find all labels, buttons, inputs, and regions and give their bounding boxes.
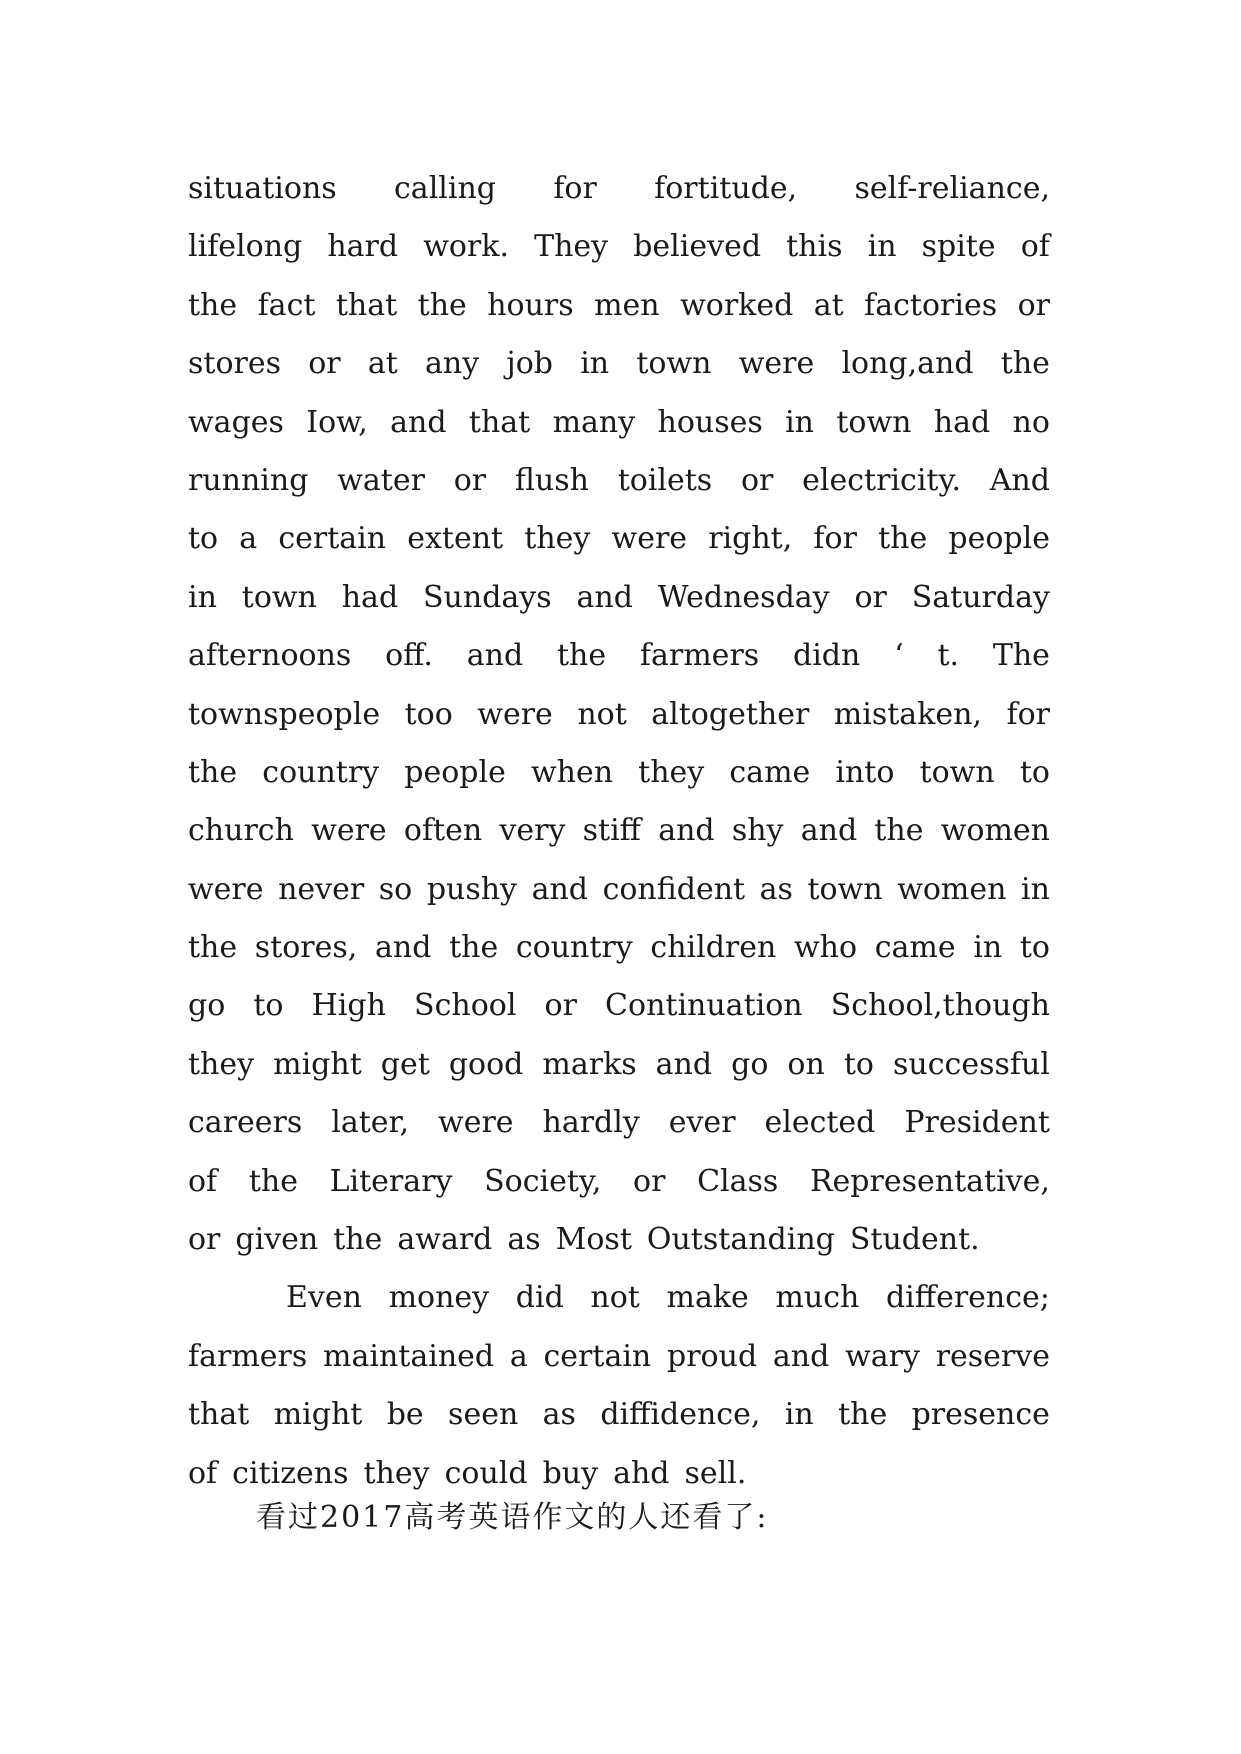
word: right,: [708, 521, 793, 557]
word: calling: [394, 171, 496, 206]
word: at: [367, 346, 398, 382]
word: or: [740, 462, 774, 498]
word: hours: [487, 287, 574, 323]
text-line: [188, 861, 1050, 919]
text-line: [188, 919, 1050, 977]
word: to: [1019, 930, 1050, 966]
word: buy: [542, 1455, 599, 1491]
word: wary: [845, 1338, 920, 1374]
word: a: [509, 1338, 528, 1374]
word: toilets: [617, 462, 713, 498]
word: at: [813, 287, 844, 323]
word: country: [262, 754, 380, 790]
word: men: [594, 287, 660, 323]
word: in: [1021, 871, 1050, 907]
word: or: [1017, 287, 1050, 323]
word: a: [239, 521, 258, 557]
word: job: [506, 346, 553, 382]
word: seen: [448, 1397, 519, 1433]
word: diffidence,: [600, 1397, 761, 1433]
text-line: [188, 744, 1050, 802]
paragraph-first-line: [188, 1269, 1050, 1327]
word: had: [341, 579, 399, 615]
word: and: [375, 930, 432, 966]
word: town: [807, 871, 883, 907]
word: this: [786, 229, 843, 265]
word: the: [333, 1222, 383, 1258]
word: were: [188, 871, 264, 907]
word: much: [775, 1280, 860, 1316]
word: for: [553, 171, 597, 206]
word: lifelong: [188, 229, 303, 265]
word: people: [948, 521, 1050, 557]
word: had: [933, 404, 991, 440]
word: ‘: [894, 638, 904, 674]
word: and: [772, 1338, 830, 1374]
word: fact: [257, 287, 316, 323]
word: fortitude,: [654, 171, 798, 206]
word: for: [1006, 696, 1050, 732]
word: money: [388, 1280, 490, 1316]
word: extent: [407, 521, 504, 557]
word: or: [308, 346, 341, 382]
word: The: [992, 638, 1050, 674]
text-line: [188, 394, 1050, 452]
word: certain: [543, 1338, 652, 1374]
word: good: [448, 1046, 524, 1082]
word: careers: [188, 1105, 303, 1141]
text-line: [188, 627, 1050, 685]
word: long,and: [841, 346, 974, 382]
word: the: [188, 930, 238, 966]
word: the: [188, 754, 238, 790]
word: Class: [697, 1163, 779, 1199]
word: came: [874, 930, 956, 966]
word: wages: [188, 404, 284, 440]
text-line: [188, 218, 1050, 276]
word: were: [311, 813, 387, 849]
text-line: [188, 160, 1050, 218]
word: reserve: [935, 1338, 1050, 1374]
word: citizens: [232, 1455, 349, 1491]
word: were: [438, 1105, 514, 1141]
word: houses: [657, 404, 763, 440]
text-line: [188, 1036, 1050, 1094]
word: mistaken,: [833, 696, 982, 732]
word: and: [531, 871, 588, 907]
word: the: [878, 521, 928, 557]
related-articles-heading: 看过2017高考英语作文的人还看了:: [256, 1500, 769, 1535]
word: farmers: [188, 1338, 308, 1374]
word: get: [380, 1046, 430, 1082]
word: President: [904, 1105, 1050, 1141]
word: be: [386, 1397, 424, 1433]
word: Most: [555, 1222, 632, 1258]
text-line: [188, 1386, 1050, 1444]
word: to: [1019, 754, 1050, 790]
word: ahd: [613, 1455, 670, 1491]
word: go: [188, 988, 226, 1024]
word: and: [576, 579, 633, 615]
word: School: [414, 988, 517, 1024]
word: were: [611, 521, 688, 557]
word: difference;: [885, 1280, 1050, 1316]
word: in: [784, 1397, 814, 1433]
word: on: [787, 1046, 825, 1082]
word: Even: [286, 1280, 362, 1316]
word: or: [544, 988, 577, 1024]
word: given: [235, 1222, 319, 1258]
text-line: [188, 977, 1050, 1035]
word: that: [468, 404, 531, 440]
text-line: [188, 452, 1050, 510]
word: and: [466, 638, 524, 674]
word: electricity.: [802, 462, 961, 498]
word: stiff: [582, 813, 641, 849]
word: off.: [385, 638, 433, 674]
word: not: [577, 696, 627, 732]
word: the: [838, 1397, 888, 1433]
word: Representative,: [809, 1163, 1050, 1199]
word: into: [835, 754, 895, 790]
word: that: [188, 1397, 250, 1433]
word: town: [636, 346, 712, 382]
word: town: [241, 579, 317, 615]
word: in: [973, 930, 1003, 966]
word: town: [919, 754, 995, 790]
word: situations: [188, 171, 337, 206]
word: were: [738, 346, 815, 382]
word: Continuation: [605, 988, 803, 1024]
text-line: [188, 277, 1050, 335]
text-line: [188, 802, 1050, 860]
word: Sundays: [423, 579, 552, 615]
word: stores,: [254, 930, 358, 966]
word: did: [515, 1280, 564, 1316]
word: confident: [602, 871, 746, 907]
word: stores: [188, 346, 282, 382]
word: very: [499, 813, 566, 849]
word: in: [867, 229, 897, 265]
word: many: [552, 404, 636, 440]
word: children: [650, 930, 777, 966]
word: as: [759, 871, 793, 907]
word: to: [188, 521, 219, 557]
word: church: [188, 813, 294, 849]
word: pushy: [426, 871, 518, 907]
text-line: [188, 335, 1050, 393]
text-line: [188, 510, 1050, 568]
word: Society,: [484, 1163, 602, 1199]
word: were: [477, 696, 553, 732]
word: t.: [937, 638, 960, 674]
paragraph-last-line: [188, 1211, 1050, 1269]
word: people: [404, 754, 506, 790]
word: flush: [514, 462, 589, 498]
word: they: [363, 1455, 430, 1491]
word: altogether: [651, 696, 810, 732]
word: farmers: [639, 638, 760, 674]
word: women: [897, 871, 1007, 907]
word: no: [1012, 404, 1050, 440]
text-line: [188, 569, 1050, 627]
word: to: [253, 988, 284, 1024]
word: that: [335, 287, 398, 323]
word: Student.: [849, 1222, 980, 1258]
word: didn: [792, 638, 861, 674]
word: the: [556, 638, 607, 674]
word: And: [989, 462, 1050, 498]
word: they: [188, 1046, 255, 1082]
word: presence: [911, 1397, 1050, 1433]
text-line: [188, 1328, 1050, 1386]
word: when: [530, 754, 614, 790]
word: factories: [864, 287, 998, 323]
word: and: [655, 1046, 713, 1082]
word: as: [542, 1397, 576, 1433]
word: too: [404, 696, 453, 732]
word: for: [813, 521, 857, 557]
word: who: [793, 930, 858, 966]
word: the: [874, 813, 924, 849]
word: and: [390, 404, 447, 440]
word: of: [188, 1455, 218, 1491]
word: believed: [633, 229, 762, 265]
word: or: [854, 579, 887, 615]
word: worked: [680, 287, 794, 323]
word: not: [590, 1280, 640, 1316]
word: Outstanding: [646, 1222, 835, 1258]
word: might: [273, 1046, 362, 1082]
word: self-reliance,: [854, 171, 1050, 206]
word: of: [188, 1163, 218, 1199]
word: in: [785, 404, 814, 440]
body-text: [188, 160, 1050, 1503]
word: running: [188, 462, 309, 498]
word: townspeople: [188, 696, 381, 732]
word: the: [417, 287, 467, 323]
word: the: [188, 287, 238, 323]
word: elected: [764, 1105, 876, 1141]
word: they: [638, 754, 705, 790]
word: certain: [278, 521, 387, 557]
word: High: [311, 988, 386, 1024]
word: of: [1020, 229, 1050, 265]
word: award: [397, 1222, 493, 1258]
word: town: [836, 404, 912, 440]
word: the: [248, 1163, 298, 1199]
word: in: [580, 346, 610, 382]
word: country: [515, 930, 633, 966]
word: any: [425, 346, 480, 382]
word: Wednesday: [657, 579, 830, 615]
word: maintained: [323, 1338, 495, 1374]
word: and: [658, 813, 715, 849]
word: Saturday: [911, 579, 1050, 615]
word: successful: [893, 1046, 1050, 1082]
word: later,: [331, 1105, 410, 1141]
word: sell.: [684, 1455, 747, 1491]
word: the: [449, 930, 499, 966]
word: spite: [921, 229, 996, 265]
word: They: [534, 229, 609, 265]
word: often: [403, 813, 483, 849]
word: water: [337, 462, 425, 498]
word: shy: [731, 813, 784, 849]
word: hardly: [542, 1105, 640, 1141]
word: make: [666, 1280, 749, 1316]
word: and: [800, 813, 858, 849]
word: afternoons: [188, 638, 352, 674]
word: came: [729, 754, 811, 790]
word: could: [444, 1455, 528, 1491]
word: or: [633, 1163, 666, 1199]
word: never: [278, 871, 365, 907]
text-line: [188, 686, 1050, 744]
word: so: [378, 871, 413, 907]
word: ever: [668, 1105, 736, 1141]
word: Iow,: [306, 404, 368, 440]
word: marks: [542, 1046, 637, 1082]
word: in: [188, 579, 217, 615]
word: as: [507, 1222, 541, 1258]
word: they: [524, 521, 591, 557]
word: hard: [327, 229, 399, 265]
word: Literary: [329, 1163, 453, 1199]
word: proud: [667, 1338, 758, 1374]
word: might: [273, 1397, 363, 1433]
word: women: [940, 813, 1050, 849]
word: or: [188, 1222, 221, 1258]
word: go: [731, 1046, 769, 1082]
text-line: [188, 1153, 1050, 1211]
word: the: [1000, 346, 1050, 382]
word: work.: [423, 229, 509, 265]
word: School,though: [830, 988, 1050, 1024]
word: to: [843, 1046, 874, 1082]
text-line: [188, 1094, 1050, 1152]
word: or: [453, 462, 487, 498]
